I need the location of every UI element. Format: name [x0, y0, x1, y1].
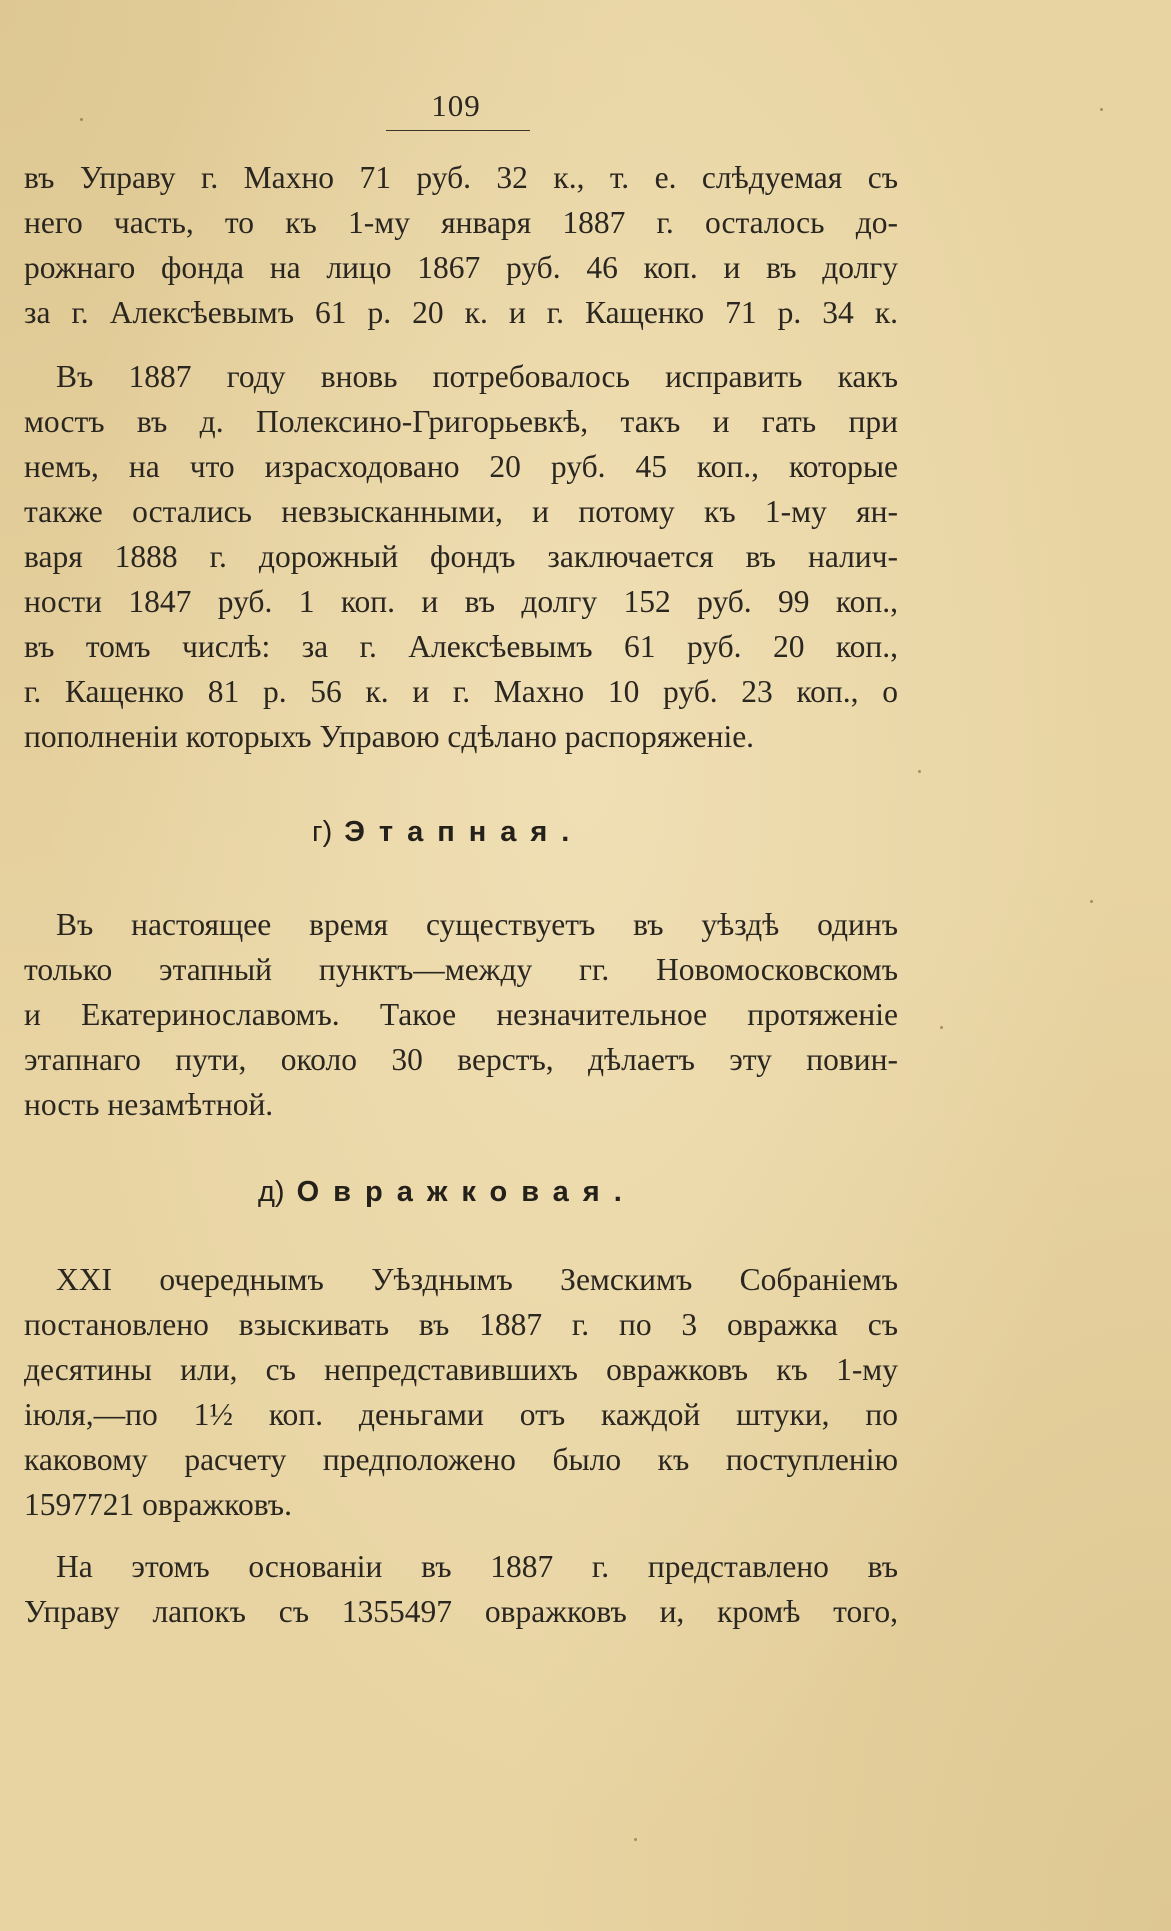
- text-line: въ Управу г. Махно 71 руб. 32 к., т. е. слѣдуемая съ: [24, 160, 898, 195]
- text-line: и Екатеринославомъ. Такое незначительное протяженіе: [24, 997, 898, 1032]
- text-line: въ томъ числѣ: за г. Алексѣевымъ 61 руб. 20 коп.,: [24, 629, 898, 664]
- paragraph-1: [24, 155, 898, 335]
- text-line: этапнаго пути, около 30 верстъ, дѣлаетъ эту повин-: [24, 1042, 898, 1077]
- text-line: десятины или, съ непредставившихъ овражковъ къ 1-му: [24, 1352, 898, 1387]
- text-line: ности 1847 руб. 1 коп. и въ долгу 152 руб. 99 коп.,: [24, 584, 898, 619]
- paragraph-5: [24, 1544, 898, 1634]
- paper-speck: [1090, 900, 1093, 903]
- text-line: немъ, на что израсходовано 20 руб. 45 коп., которые: [24, 449, 898, 484]
- text-line: г. Кащенко 81 р. 56 к. и г. Махно 10 руб. 23 коп., о: [24, 674, 898, 709]
- text-line: іюля,—по 1½ коп. деньгами отъ каждой штуки, по: [24, 1397, 898, 1432]
- paper-speck: [634, 1838, 637, 1841]
- text-line: него часть, то къ 1-му января 1887 г. осталось до-: [24, 205, 898, 240]
- section-letter: г): [312, 816, 333, 848]
- paper-speck: [1100, 108, 1103, 111]
- section-heading-etapnaya: [312, 816, 583, 849]
- text-line: На этомъ основаніи въ 1887 г. представлено въ: [56, 1549, 898, 1584]
- text-line: XXI очереднымъ Уѣзднымъ Земскимъ Собраніемъ: [56, 1262, 898, 1297]
- paper-speck: [918, 770, 921, 773]
- text-line: ность незамѣтной.: [24, 1087, 274, 1122]
- paragraph-3: [24, 902, 898, 1127]
- header-rule: [386, 130, 530, 131]
- text-line: 1597721 овражковъ.: [24, 1487, 292, 1522]
- section-letter: д): [258, 1176, 285, 1208]
- text-line: Управу лапокъ съ 1355497 овражковъ и, кромѣ того,: [24, 1594, 898, 1629]
- paper-speck: [940, 1026, 943, 1029]
- text-line: рожнаго фонда на лицо 1867 руб. 46 коп. и въ долгу: [24, 250, 898, 285]
- section-heading-ovrazhkovaya: [258, 1176, 636, 1209]
- paragraph-2: [24, 354, 898, 759]
- text-line: также остались невзысканными, и потому къ 1-му ян-: [24, 494, 898, 529]
- text-line: постановлено взыскивать въ 1887 г. по 3 овражка съ: [24, 1307, 898, 1342]
- text-line: Въ 1887 году вновь потребовалось исправить какъ: [56, 359, 898, 394]
- text-line: Въ настоящее время существуетъ въ уѣздѣ одинъ: [56, 907, 898, 942]
- text-line: за г. Алексѣевымъ 61 р. 20 к. и г. Кащенко 71 р. 34 к.: [24, 295, 898, 330]
- text-line: только этапный пунктъ—между гг. Новомосковскомъ: [24, 952, 898, 987]
- text-line: варя 1888 г. дорожный фондъ заключается въ налич-: [24, 539, 898, 574]
- section-title: Овражковая.: [296, 1176, 636, 1208]
- page-number: 109: [431, 88, 481, 123]
- paragraph-4: [24, 1257, 898, 1527]
- text-line: каковому расчету предположено было къ поступленію: [24, 1442, 898, 1477]
- paper-speck: [80, 118, 83, 121]
- text-line: пополненіи которыхъ Управою сдѣлано распоряженіе.: [24, 719, 755, 754]
- section-title: Этапная.: [344, 816, 584, 848]
- text-line: мостъ въ д. Полексино-Григорьевкѣ, такъ и гать при: [24, 404, 898, 439]
